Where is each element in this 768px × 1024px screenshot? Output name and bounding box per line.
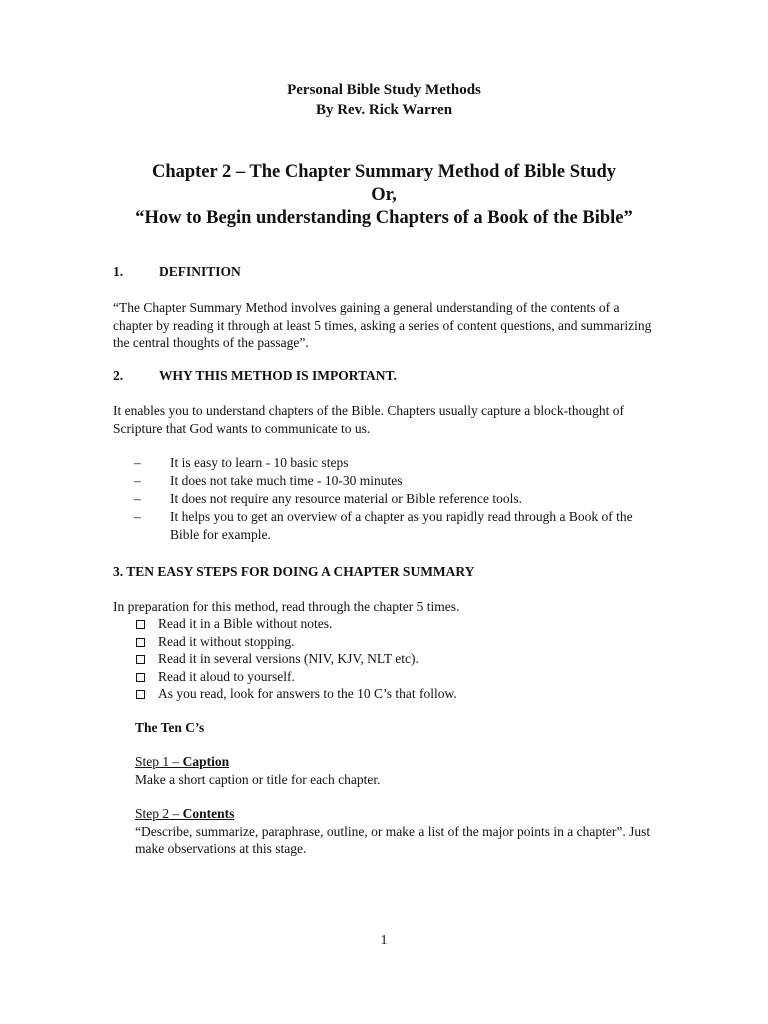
section-2-text: It enables you to understand chapters of the Bible. Chapters usually capture a block-thought of Scripture that God wants to communicate to us. <box>113 403 624 436</box>
benefits-list <box>134 454 654 544</box>
section-1-definition: “The Chapter Summary Method involves gaining a general understanding of the contents of a chapter by reading it through at least 5 times, asking a series of content questions, and summarizing the central thoughts of the passage”. <box>113 300 652 350</box>
list-item: As you read, look for answers to the 10 C’s that follow. <box>134 685 654 703</box>
document-header <box>0 80 768 120</box>
section-2-title: WHY THIS METHOD IS IMPORTANT. <box>159 368 397 383</box>
step-2 <box>135 805 655 858</box>
list-item: – It does not take much time - 10-30 minutes <box>134 473 403 488</box>
section-1-heading <box>113 263 241 281</box>
list-item: – It is easy to learn - 10 basic steps <box>134 455 349 470</box>
step-2-name: Contents <box>182 806 235 821</box>
step-1-text: Make a short caption or title for each chapter. <box>135 771 381 787</box>
checkbox-square-icon <box>136 655 145 664</box>
checkbox-square-icon <box>136 620 145 629</box>
section-2-heading <box>113 367 397 385</box>
checkbox-square-icon <box>136 638 145 647</box>
step-1 <box>135 753 655 788</box>
step-2-text: “Describe, summarize, paraphrase, outline, or make a list of the major points in a chapter”. Just make observations at this stage. <box>135 823 651 856</box>
reading-checklist <box>134 615 654 703</box>
section-2-number: 2. <box>113 368 124 383</box>
list-item: Read it aloud to yourself. <box>134 668 654 686</box>
list-item: Read it in several versions (NIV, KJV, NLT etc). <box>134 650 654 668</box>
checkbox-square-icon <box>136 690 145 699</box>
section-3-intro: In preparation for this method, read through the chapter 5 times. <box>113 599 460 614</box>
list-item: Read it without stopping. <box>134 633 654 651</box>
ten-cs-heading: The Ten C’s <box>135 720 205 735</box>
step-2-label: Step 2 – <box>135 806 183 821</box>
list-item: – It does not require any resource material or Bible reference tools. <box>134 491 522 506</box>
dash-mark: – <box>134 491 141 506</box>
step-1-name: Caption <box>182 754 230 769</box>
chapter-title-line-2: Or, <box>371 185 397 205</box>
checkbox-square-icon <box>136 673 145 682</box>
document-author: By Rev. Rick Warren <box>315 102 453 118</box>
list-item: – It helps you to get an overview of a chapter as you rapidly read through a Book of the Bible for example. <box>134 509 633 542</box>
section-3-heading: 3. TEN EASY STEPS FOR DOING A CHAPTER SUMMARY <box>113 564 475 579</box>
chapter-title-line-3: “How to Begin understanding Chapters of a Book of the Bible” <box>135 208 633 228</box>
page-number: 1 <box>380 932 388 947</box>
dash-mark: – <box>134 473 141 488</box>
chapter-title-line-1: Chapter 2 – The Chapter Summary Method of Bible Study <box>151 162 617 182</box>
dash-mark: – <box>134 509 141 524</box>
document-title: Personal Bible Study Methods <box>287 82 481 98</box>
step-1-label: Step 1 – <box>135 754 183 769</box>
section-1-number: 1. <box>113 264 124 279</box>
dash-mark: – <box>134 455 141 470</box>
section-1-title: DEFINITION <box>159 264 241 279</box>
list-item: Read it in a Bible without notes. <box>134 615 654 633</box>
chapter-title <box>0 161 768 230</box>
